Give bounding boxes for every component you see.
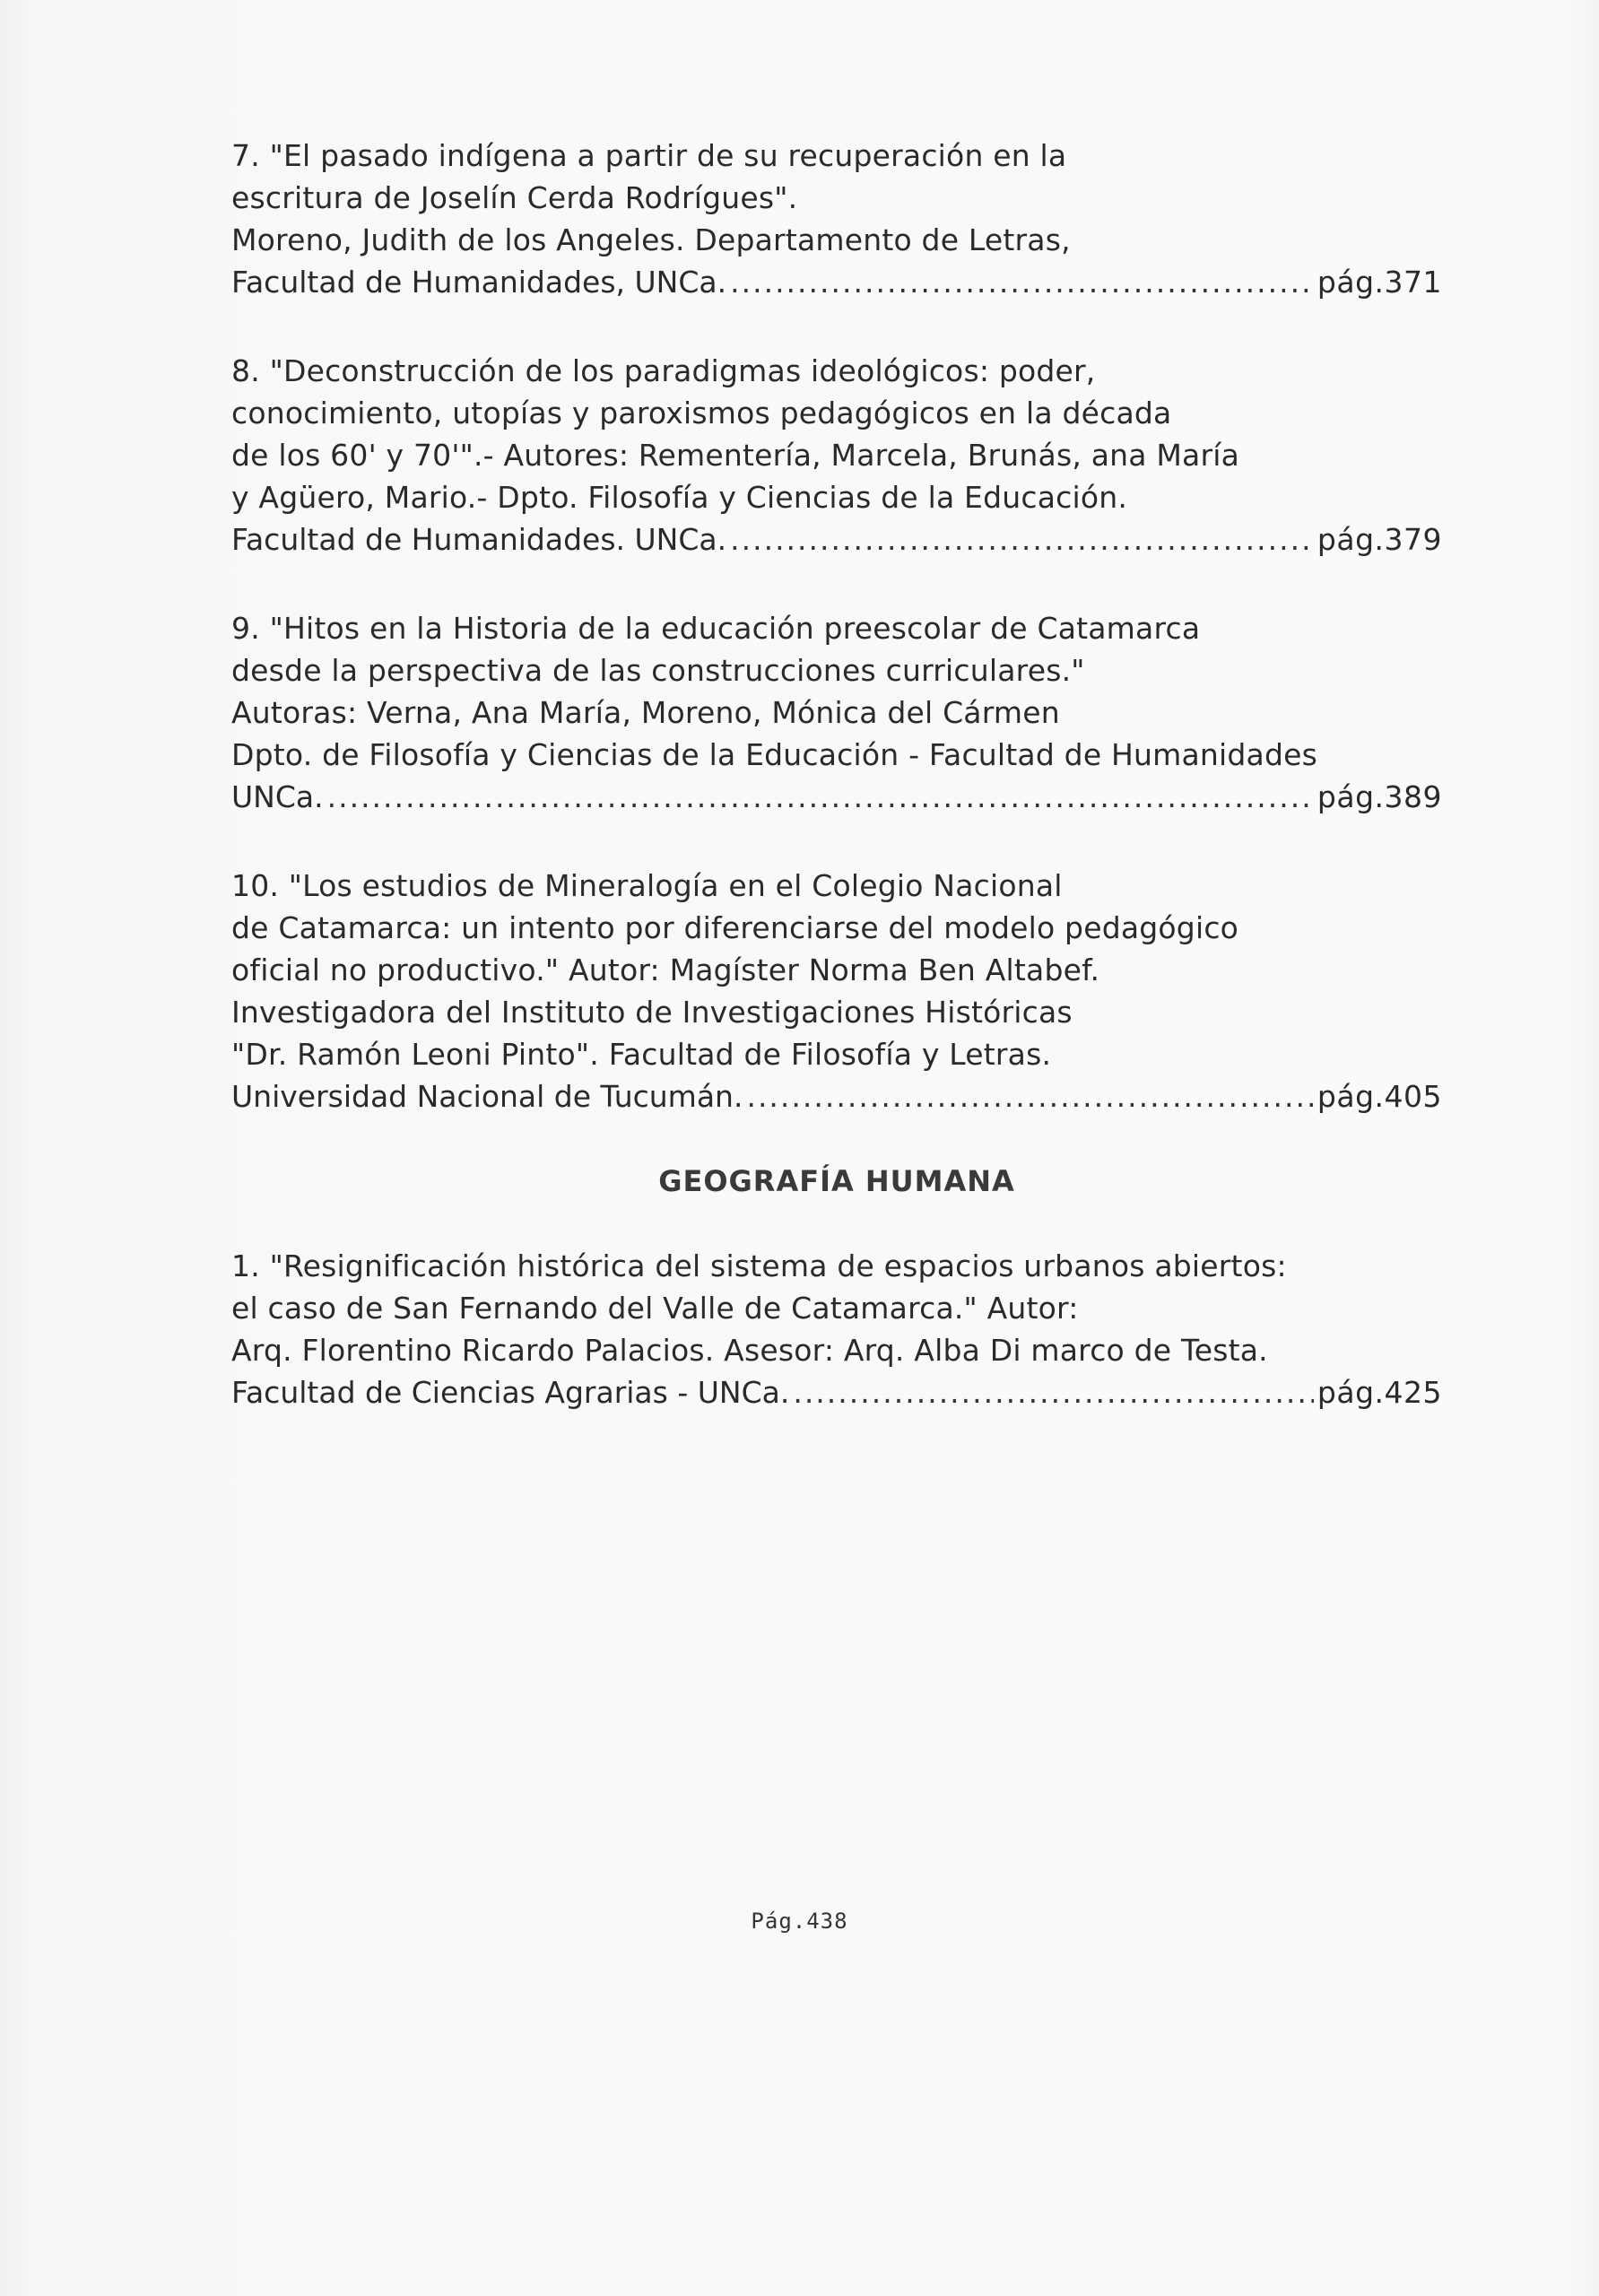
dot-leader <box>746 1075 1313 1118</box>
entry-affiliation: Facultad de Humanidades, UNCa. <box>231 265 727 300</box>
dot-leader <box>730 518 1314 561</box>
page-number: Pág.438 <box>751 1909 848 1934</box>
entry-last-line <box>231 1075 1442 1118</box>
entry-line: desde la perspectiva de las construcciones curriculares." <box>231 653 1085 688</box>
index-entries <box>231 135 1442 1460</box>
entry-line: 9. "Hitos en la Historia de la educación preescolar de Catamarca <box>231 611 1201 646</box>
entry-line: 1. "Resignificación histórica del sistema de espacios urbanos abiertos: <box>231 1248 1287 1283</box>
page-reference: pág.371 <box>1317 265 1442 300</box>
entry-line: Investigadora del Instituto de Investigaciones Históricas <box>231 995 1073 1030</box>
entry-line: Moreno, Judith de los Angeles. Departamento de Letras, <box>231 222 1071 257</box>
index-entry-8 <box>231 350 1442 561</box>
index-entry-7 <box>231 135 1442 303</box>
entry-line: conocimiento, utopías y paroxismos pedagógicos en la década <box>231 396 1172 430</box>
entry-last-line <box>231 776 1442 818</box>
dot-leader <box>793 1371 1314 1413</box>
section-entry-1 <box>231 1245 1442 1413</box>
page-reference: pág.379 <box>1317 522 1442 557</box>
entry-line: Arq. Florentino Ricardo Palacios. Asesor: Arq. Alba Di marco de Testa. <box>231 1333 1268 1368</box>
entry-line: oficial no productivo." Autor: Magíster Norma Ben Altabef. <box>231 952 1100 987</box>
entry-line: Dpto. de Filosofía y Ciencias de la Educación - Facultad de Humanidades <box>231 737 1318 772</box>
entry-line: de Catamarca: un intento por diferenciarse del modelo pedagógico <box>231 910 1239 945</box>
entry-affiliation: UNCa. <box>231 779 324 814</box>
entry-line: 10. "Los estudios de Mineralogía en el Colegio Nacional <box>231 868 1063 903</box>
index-entry-10 <box>231 865 1442 1118</box>
section-heading: GEOGRAFÍA HUMANA <box>658 1164 1015 1198</box>
entry-last-line <box>231 1371 1442 1413</box>
entry-line: 8. "Deconstrucción de los paradigmas ideológicos: poder, <box>231 353 1096 388</box>
entry-line: 7. "El pasado indígena a partir de su recuperación en la <box>231 138 1067 173</box>
entry-affiliation: Facultad de Ciencias Agrarias - UNCa. <box>231 1375 790 1410</box>
entry-line: de los 60' y 70'".- Autores: Rementería, Marcela, Brunás, ana María <box>231 438 1240 473</box>
entry-line: Autoras: Verna, Ana María, Moreno, Mónica del Cármen <box>231 695 1060 730</box>
page-reference: pág.405 <box>1317 1079 1442 1114</box>
page-reference: pág.389 <box>1317 779 1442 814</box>
entry-line: "Dr. Ramón Leoni Pinto". Facultad de Filosofía y Letras. <box>231 1037 1052 1072</box>
entry-line: y Agüero, Mario.- Dpto. Filosofía y Ciencias de la Educación. <box>231 480 1128 515</box>
entry-affiliation: Facultad de Humanidades. UNCa. <box>231 522 727 557</box>
entry-line: el caso de San Fernando del Valle de Catamarca." Autor: <box>231 1291 1079 1326</box>
entry-affiliation: Universidad Nacional de Tucumán. <box>231 1079 743 1114</box>
entry-line: escritura de Joselín Cerda Rodrígues". <box>231 180 798 215</box>
dot-leader <box>327 776 1314 818</box>
entry-last-line <box>231 261 1442 303</box>
entry-last-line <box>231 518 1442 561</box>
index-entry-9 <box>231 607 1442 818</box>
page-reference: pág.425 <box>1317 1375 1442 1410</box>
dot-leader <box>730 261 1314 303</box>
